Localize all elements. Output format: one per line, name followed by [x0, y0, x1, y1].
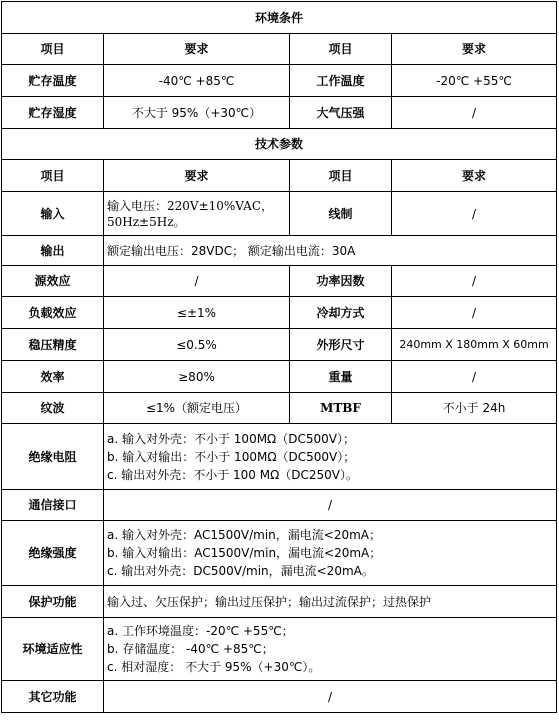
table-row: [2, 490, 557, 521]
cooling-label: 冷却方式: [290, 297, 392, 329]
power-factor-label: 功率因数: [290, 266, 392, 297]
table-row: [2, 618, 557, 681]
protection-value: 输入过、欠压保护；输出过压保护；输出过流保护；过热保护: [104, 586, 557, 618]
list-item: c. 输出对外壳：不小于 100 MΩ（DC250V）。: [107, 467, 359, 482]
insulation-resistance-label: 绝缘电阻: [2, 424, 104, 490]
dimensions-value: 240mm X 180mm X 60mm: [392, 329, 557, 361]
weight-value: /: [392, 361, 557, 393]
header-item-2: 项目: [290, 34, 392, 65]
env-header-row: [2, 34, 557, 65]
table-row: [2, 266, 557, 297]
comm-label: 通信接口: [2, 490, 104, 521]
list-item: b. 输入对输出：不小于 100MΩ（DC500V）；: [107, 449, 356, 464]
load-effect-value: ≤±1%: [104, 297, 290, 329]
work-temp-label: 工作温度: [290, 65, 392, 97]
storage-temp-label: 贮存温度: [2, 65, 104, 97]
output-value: 额定输出电压：28VDC； 额定输出电流：30A: [104, 236, 557, 266]
table-row: [2, 393, 557, 424]
input-label: 输入: [2, 192, 104, 236]
efficiency-value: ≥80%: [104, 361, 290, 393]
list-item: c. 输出对外壳：DC500V/min，漏电流<20mA。: [107, 564, 374, 578]
tech-header-row: [2, 160, 557, 192]
header-req-2: 要求: [392, 34, 557, 65]
output-label: 输出: [2, 236, 104, 266]
insulation-strength-list: [104, 521, 557, 586]
regulation-value: ≤0.5%: [104, 329, 290, 361]
input-value: 输入电压：220V±10%VAC，50Hz±5Hz。: [104, 192, 290, 236]
table-row: [2, 97, 557, 129]
storage-temp-value: -40℃ +85℃: [104, 65, 290, 97]
control-label: 线制: [290, 192, 392, 236]
ripple-label: 纹波: [2, 393, 104, 424]
weight-label: 重量: [290, 361, 392, 393]
env-section-row: [2, 2, 557, 34]
tech-section-title: 技术参数: [2, 129, 557, 160]
work-temp-value: -20℃ +55℃: [392, 65, 557, 97]
table-row: [2, 586, 557, 618]
header-req-3: 要求: [104, 160, 290, 192]
table-row: [2, 681, 557, 713]
header-item-3: 项目: [2, 160, 104, 192]
env-adapt-list: [104, 618, 557, 681]
protection-label: 保护功能: [2, 586, 104, 618]
ripple-value: ≤1%（额定电压）: [104, 393, 290, 424]
tech-section-row: [2, 129, 557, 160]
pressure-label: 大气压强: [290, 97, 392, 129]
storage-humidity-value: 不大于 95%（+30℃）: [104, 97, 290, 129]
source-effect-value: /: [104, 266, 290, 297]
table-row: [2, 361, 557, 393]
insulation-strength-label: 绝缘强度: [2, 521, 104, 586]
env-adapt-label: 环境适应性: [2, 618, 104, 681]
control-value: /: [392, 192, 557, 236]
power-factor-value: /: [392, 266, 557, 297]
env-section-title: 环境条件: [2, 2, 557, 34]
mtbf-value: 不小于 24h: [392, 393, 557, 424]
table-row: [2, 236, 557, 266]
table-row: [2, 192, 557, 236]
list-item: c. 相对湿度： 不大于 95%（+30℃）。: [107, 660, 321, 674]
list-item: a. 输入对外壳：AC1500V/min，漏电流<20mA；: [107, 528, 382, 542]
mtbf-label: MTBF: [290, 393, 392, 424]
regulation-label: 稳压精度: [2, 329, 104, 361]
comm-value: /: [104, 490, 557, 521]
other-value: /: [104, 681, 557, 713]
efficiency-label: 效率: [2, 361, 104, 393]
header-item: 项目: [2, 34, 104, 65]
table-row: [2, 329, 557, 361]
list-item: a. 输入对外壳：不小于 100MΩ（DC500V）；: [107, 431, 355, 446]
table-row: [2, 65, 557, 97]
other-label: 其它功能: [2, 681, 104, 713]
insulation-resistance-list: [104, 424, 557, 490]
dimensions-label: 外形尺寸: [290, 329, 392, 361]
cooling-value: /: [392, 297, 557, 329]
header-req: 要求: [104, 34, 290, 65]
source-effect-label: 源效应: [2, 266, 104, 297]
header-req-4: 要求: [392, 160, 557, 192]
list-item: a. 工作环境温度：-20℃ +55℃；: [107, 624, 294, 638]
pressure-value: /: [392, 97, 557, 129]
storage-humidity-label: 贮存湿度: [2, 97, 104, 129]
list-item: b. 存储温度： -40℃ +85℃；: [107, 642, 274, 656]
spec-table: [1, 1, 557, 713]
table-row: [2, 297, 557, 329]
table-row: [2, 424, 557, 490]
load-effect-label: 负载效应: [2, 297, 104, 329]
table-row: [2, 521, 557, 586]
list-item: b. 输入对输出：AC1500V/min，漏电流<20mA；: [107, 546, 382, 560]
header-item-4: 项目: [290, 160, 392, 192]
